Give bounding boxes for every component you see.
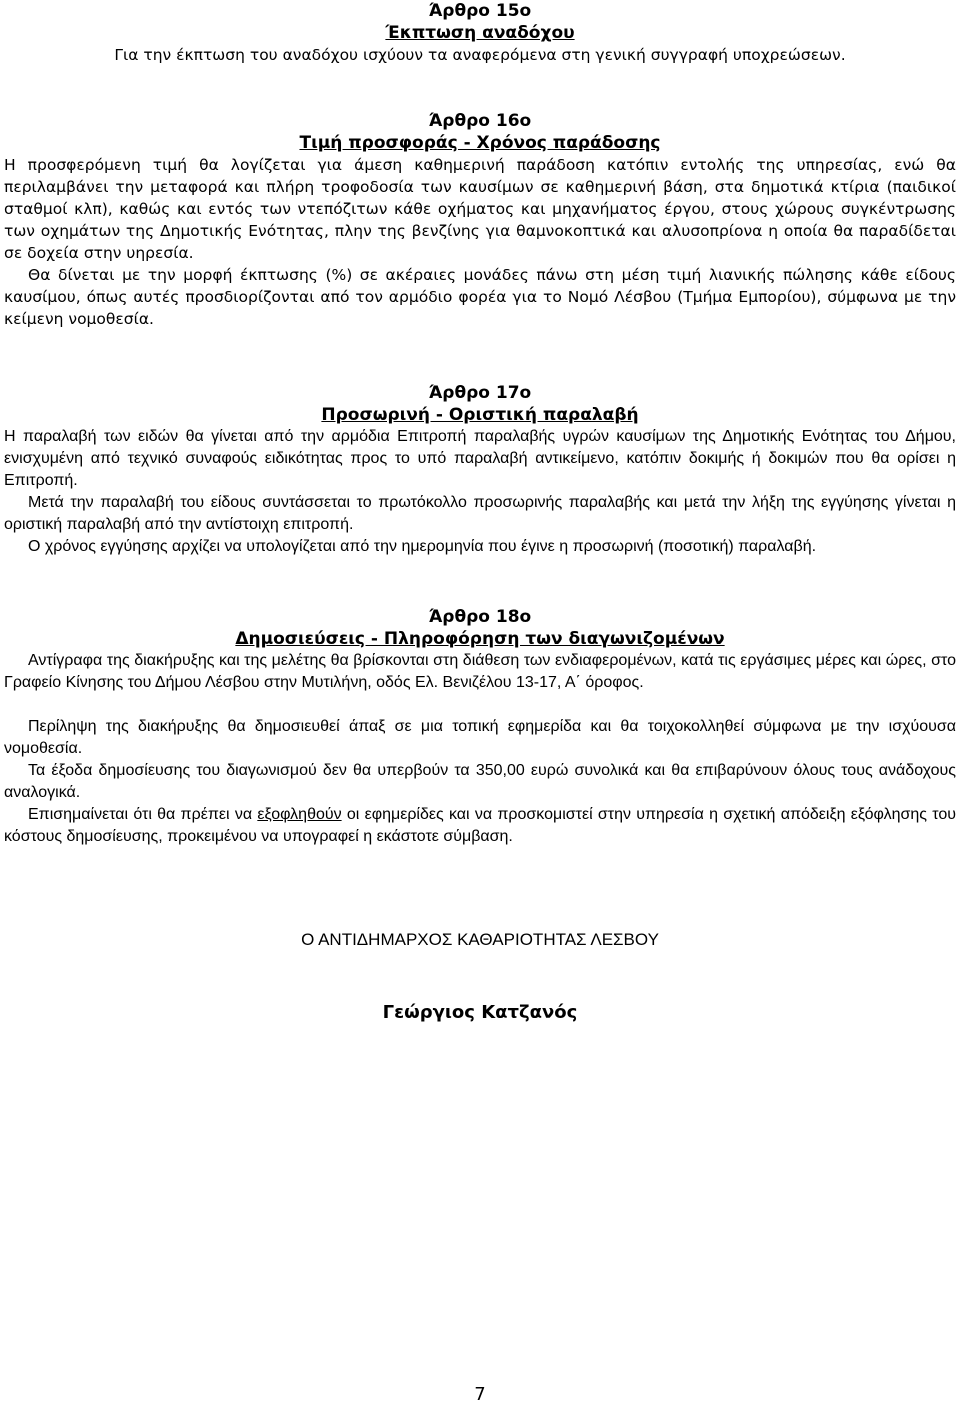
article-17-title: Άρθρο 17ο bbox=[428, 383, 532, 403]
article-15 bbox=[0, 0, 960, 66]
article-17-paragraph-2: Μετά την παραλαβή του είδους συντάσσεται το πρωτόκολλο προσωρινής παραλαβής και μετά την λήξη της εγγύησης γίνεται η οριστική παραλαβή από την αντίστοιχη επιτροπή. bbox=[4, 494, 956, 533]
article-17-paragraph-3: Ο χρόνος εγγύησης αρχίζει να υπολογίζεται από την ημερομηνία που έγινε η προσωρινή (ποσοτική) παραλαβή. bbox=[28, 538, 817, 555]
article-16-paragraph-2: Θα δίνεται με την μορφή έκπτωσης (%) σε ακέραιες μονάδες πάνω στη μέση τιμή λιανικής πώλησης κάθε είδους καυσίμου, όπως αυτές προσδιορίζονται από τον αρμόδιο φορέα για το Νομό Λέσβου (Τμήμα Εμπορίου), σύμφωνα με την κείμενη νομοθεσία. bbox=[4, 266, 956, 328]
article-16-subtitle: Τιμή προσφοράς - Χρόνος παράδοσης bbox=[299, 133, 661, 153]
signature-name: Γεώργιος Κατζανός bbox=[382, 1002, 578, 1023]
article-17-paragraph-1: Η παραλαβή των ειδών θα γίνεται από την αρμόδια Επιτροπή παραλαβής υγρών καυσίμων της Δημοτικής Ενότητας του Δήμου, ενισχυμένη από τεχνικό συναφούς ειδικότητας προς το υπό παραλαβή αντικείμενο, κατόπιν δοκιμής ή δοκιμών που θα ορίσει η Επιτροπή. bbox=[4, 428, 956, 489]
article-18-title: Άρθρο 18ο bbox=[428, 607, 532, 627]
article-18-paragraph-3: Τα έξοδα δημοσίευσης του διαγωνισμού δεν θα υπερβούν τα 350,00 ευρώ συνολικά και θα επιβαρύνουν όλους τους ανάδοχους αναλογικά. bbox=[4, 762, 956, 801]
article-16-heading bbox=[0, 110, 960, 154]
article-18-subtitle: Δημοσιεύσεις - Πληροφόρηση των διαγωνιζομένων bbox=[235, 629, 725, 649]
page-number: 7 bbox=[474, 1384, 486, 1405]
article-18-heading bbox=[0, 606, 960, 650]
article-15-subtitle: Έκπτωση αναδόχου bbox=[385, 23, 575, 43]
article-16-title: Άρθρο 16ο bbox=[428, 111, 532, 131]
article-15-text: Για την έκπτωση του αναδόχου ισχύουν τα αναφερόμενα στη γενική συγγραφή υποχρεώσεων. bbox=[114, 46, 846, 64]
signature-role: Ο ΑΝΤΙΔΗΜΑΡΧΟΣ ΚΑΘΑΡΙΟΤΗΤΑΣ ΛΕΣΒΟΥ bbox=[301, 930, 659, 949]
article-18-p4-underlined: εξοφληθούν bbox=[257, 806, 342, 823]
article-17-subtitle: Προσωρινή - Οριστική παραλαβή bbox=[321, 405, 639, 425]
article-15-title: Άρθρο 15ο bbox=[428, 1, 532, 21]
article-18-p4-end: οι εφημερίδες και να προσκομιστεί στην υπηρεσία η σχετική απόδειξη εξόφλησης του κόστους δημοσίευσης, προκειμένου να υπογραφεί η εκάστοτε σύμβαση. bbox=[4, 806, 957, 845]
article-18-paragraph-1: Αντίγραφα της διακήρυξης και της μελέτης θα βρίσκονται στη διάθεση των ενδιαφερομένων, κατά τις εργάσιμες μέρες και ώρες, στο Γραφείο Κίνησης του Δήμου Λέσβου στην Μυτιλήνη, οδός Ελ. Βενιζέλου 13-17, Α΄ όροφος. bbox=[4, 652, 956, 691]
article-18-paragraph-2: Περίληψη της διακήρυξης θα δημοσιευθεί άπαξ σε μια τοπική εφημερίδα και θα τοιχοκολληθεί σύμφωνα με την ισχύουσα νομοθεσία. bbox=[4, 718, 956, 757]
article-18-p4-start: Επισημαίνεται ότι θα πρέπει να bbox=[28, 806, 258, 823]
article-17-heading bbox=[0, 382, 960, 426]
article-16-paragraph-1: Η προσφερόμενη τιμή θα λογίζεται για άμεση καθημερινή παράδοση κατόπιν εντολής της υπηρεσίας, ενώ θα περιλαμβάνει την μεταφορά και πλήρη τροφοδοσία των καυσίμων σε καθημερινή βάση, στα δημοτικά κτίρια (παιδικοί σταθμοί κλπ), καθώς και εντός των ντεπόζιτων κάθε οχήματος και μηχανήματος έργου, στους χώρους συγκέντρωσης των οχημάτων της Δημοτικής Ενότητας, πλην της βενζίνης για θαμνοκοπτικά και αλυσοπρίονα η οποία θα παραδίδεται σε δοχεία στην υηρεσία. bbox=[4, 156, 956, 262]
article-18-paragraph-4 bbox=[4, 804, 956, 848]
